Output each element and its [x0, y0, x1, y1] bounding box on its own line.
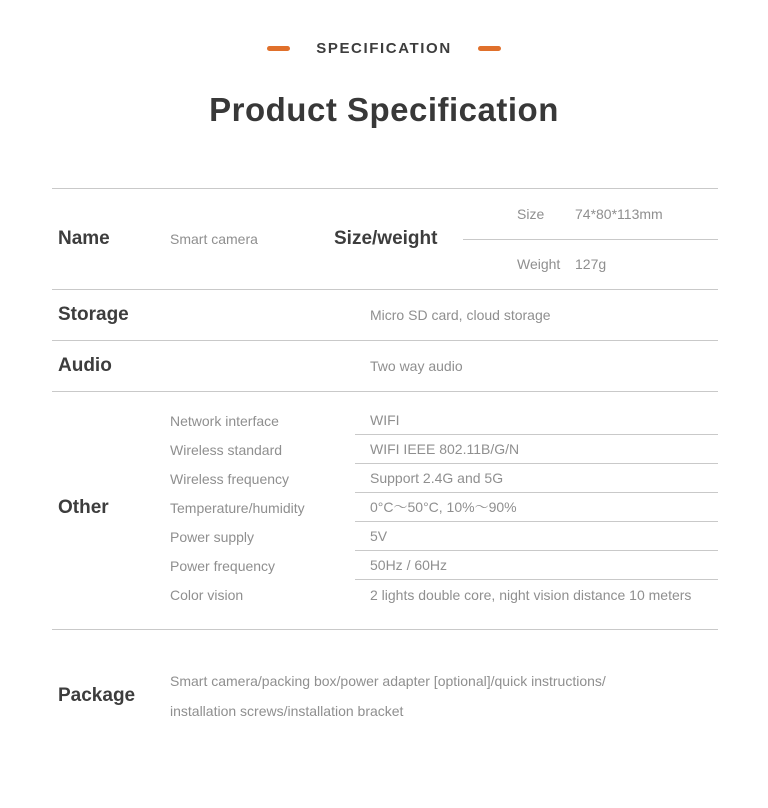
spec-row-wireless-frequency — [170, 464, 718, 493]
spec-label: Power supply — [170, 528, 255, 545]
weight-value: 127g — [575, 256, 607, 273]
audio-value: Two way audio — [370, 358, 463, 374]
row-package — [52, 630, 718, 726]
name-value: Smart camera — [170, 231, 258, 247]
package-text — [170, 666, 718, 726]
row-storage — [52, 290, 718, 341]
other-specs — [170, 406, 718, 609]
storage-value: Micro SD card, cloud storage — [370, 307, 551, 323]
size-label: Size — [517, 205, 545, 222]
page-title: Product Specification — [209, 91, 559, 128]
badge-dash-right-icon — [478, 46, 501, 51]
row-other — [52, 392, 718, 630]
spec-badge — [0, 40, 768, 57]
spec-label: Temperature/humidity — [170, 499, 305, 516]
badge-dash-left-icon — [267, 46, 290, 51]
spec-label: Wireless frequency — [170, 470, 290, 487]
row-name-size-weight — [52, 188, 718, 290]
spec-value: 2 lights double core, night vision distance 10 meters — [370, 586, 692, 603]
spec-label: Power frequency — [170, 557, 276, 574]
size-weight-label: Size/weight — [334, 228, 438, 249]
spec-row-network-interface — [170, 406, 718, 435]
spec-row-color-vision — [170, 580, 718, 609]
spec-row-wireless-standard — [170, 435, 718, 464]
size-value: 74*80*113mm — [575, 205, 663, 222]
spec-label: Wireless standard — [170, 441, 283, 458]
package-label: Package — [58, 685, 136, 706]
size-weight-subtable — [463, 189, 718, 289]
spec-label: Color vision — [170, 586, 244, 603]
name-label: Name — [58, 228, 110, 249]
spec-value: 50Hz / 60Hz — [355, 551, 718, 580]
spec-value: 0°C～50°C, 10%～90% — [355, 493, 718, 522]
weight-label: Weight — [517, 256, 561, 273]
other-label: Other — [58, 496, 109, 518]
storage-label: Storage — [58, 304, 129, 325]
row-audio — [52, 341, 718, 392]
spec-row-power-frequency — [170, 551, 718, 580]
spec-label: Network interface — [170, 412, 279, 429]
spec-table — [52, 188, 718, 726]
audio-label: Audio — [58, 355, 112, 376]
spec-value: Support 2.4G and 5G — [355, 464, 718, 493]
weight-subrow — [463, 240, 718, 290]
spec-value: WIFI IEEE 802.11B/G/N — [355, 435, 718, 464]
spec-value: WIFI — [355, 406, 718, 435]
package-line-1: Smart camera/packing box/power adapter [optional]/quick instructions/ — [170, 673, 606, 689]
package-line-2: installation screws/installation bracket — [170, 703, 404, 719]
size-subrow — [463, 189, 718, 240]
spec-row-temperature-humidity — [170, 493, 718, 522]
spec-row-power-supply — [170, 522, 718, 551]
spec-value: 5V — [355, 522, 718, 551]
badge-label: SPECIFICATION — [316, 40, 452, 57]
